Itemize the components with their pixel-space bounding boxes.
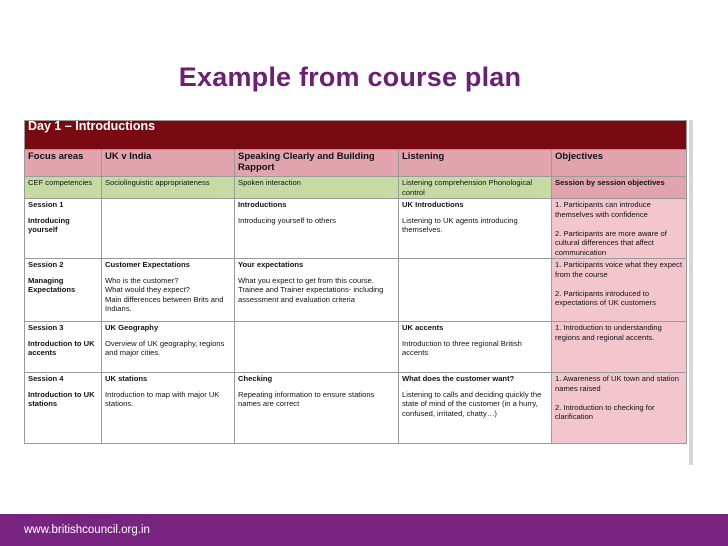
uk-v-india-cell [102, 199, 235, 259]
listening-title: What does the customer want? [402, 374, 515, 383]
session-cell [25, 373, 102, 444]
objectives-text: 1. Participants can introduce themselves with confidence 2. Participants are more aware of cultural differences that affect communication [555, 200, 667, 257]
speaking-text: Repeating information to ensure stations names are correct [238, 389, 375, 408]
listening-text: Listening to calls and deciding quickly the state of mind of the customer (in a hurry, confused, irritated, chatty…) [402, 389, 542, 418]
objectives-cell [552, 199, 687, 259]
objectives-text: 1. Introduction to understanding regions and regional accents. [555, 323, 662, 342]
course-plan-table [24, 120, 687, 444]
speaking-cell [235, 199, 399, 259]
listening-cell [399, 199, 552, 259]
header-uk-v-india: UK v India [102, 150, 235, 177]
uk-v-india-text: Overview of UK geography, regions and major cities. [105, 338, 225, 357]
session-topic: Managing Expectations [28, 275, 76, 294]
header-focus-areas: Focus areas [25, 150, 102, 177]
speaking-title: Your expectations [238, 260, 304, 269]
session-topic: Introduction to UK stations [28, 389, 95, 408]
uk-v-india-title: Customer Expectations [105, 260, 190, 269]
objectives-cell [552, 322, 687, 373]
uk-v-india-cell [102, 259, 235, 322]
day-title-row [25, 121, 687, 150]
day-title: Day 1 – Introductions [25, 121, 687, 150]
table-row [25, 322, 687, 373]
session-cell [25, 199, 102, 259]
objectives-cell [552, 373, 687, 444]
footer-bar [0, 514, 728, 546]
speaking-cell [235, 322, 399, 373]
table-image-edge [689, 120, 693, 465]
header-row [25, 150, 687, 177]
objectives-text: 1. Awareness of UK town and station names raised 2. Introduction to checking for clarification [555, 374, 679, 421]
session-number: Session 3 [28, 323, 64, 332]
uk-v-india-cell [102, 373, 235, 444]
cef-listening: Listening comprehension Phonological control [399, 177, 552, 199]
listening-cell [399, 259, 552, 322]
header-listening: Listening [399, 150, 552, 177]
speaking-title: Introductions [238, 200, 287, 209]
listening-text: Introduction to three regional British accents [402, 338, 522, 357]
speaking-cell [235, 259, 399, 322]
table-row [25, 373, 687, 444]
header-objectives: Objectives [552, 150, 687, 177]
listening-cell [399, 322, 552, 373]
listening-title: UK Introductions [402, 200, 464, 209]
listening-cell [399, 373, 552, 444]
cef-speaking: Spoken interaction [235, 177, 399, 199]
session-topic: Introducing yourself [28, 215, 70, 234]
listening-title: UK accents [402, 323, 444, 332]
objectives-cell [552, 259, 687, 322]
course-plan-table-image [24, 120, 690, 465]
slide-title: Example from course plan [178, 62, 522, 92]
session-cell [25, 259, 102, 322]
cef-label: CEF competencies [25, 177, 102, 199]
session-cell [25, 322, 102, 373]
header-speaking: Speaking Clearly and Building Rapport [235, 150, 399, 177]
session-topic: Introduction to UK accents [28, 338, 95, 357]
footer-url: www.britishcouncil.org.in [24, 524, 150, 536]
uk-v-india-title: UK Geography [105, 323, 159, 332]
speaking-text: What you expect to get from this course. Trainee and Trainer expectations- including assessment and evaluation criteria [238, 275, 384, 304]
table-row [25, 259, 687, 322]
session-number: Session 1 [28, 200, 64, 209]
speaking-cell [235, 373, 399, 444]
speaking-text: Introducing yourself to others [238, 215, 336, 225]
uk-v-india-cell [102, 322, 235, 373]
session-number: Session 4 [28, 374, 64, 383]
table-row [25, 199, 687, 259]
cef-objectives: Session by session objectives [552, 177, 687, 199]
uk-v-india-text: Who is the customer? What would they expect? Main differences between Brits and Indians. [105, 275, 224, 313]
uk-v-india-text: Introduction to map with major UK stations. [105, 389, 220, 408]
listening-text: Listening to UK agents introducing themselves. [402, 215, 518, 234]
uk-v-india-title: UK stations [105, 374, 148, 383]
cef-uk-v-india: Sociolinguistic appropriateness [102, 177, 235, 199]
session-number: Session 2 [28, 260, 64, 269]
cef-row [25, 177, 687, 199]
speaking-title: Checking [238, 374, 273, 383]
objectives-text: 1. Participants voice what they expect from the course 2. Participants introduced to expectations of UK customers [555, 260, 683, 307]
